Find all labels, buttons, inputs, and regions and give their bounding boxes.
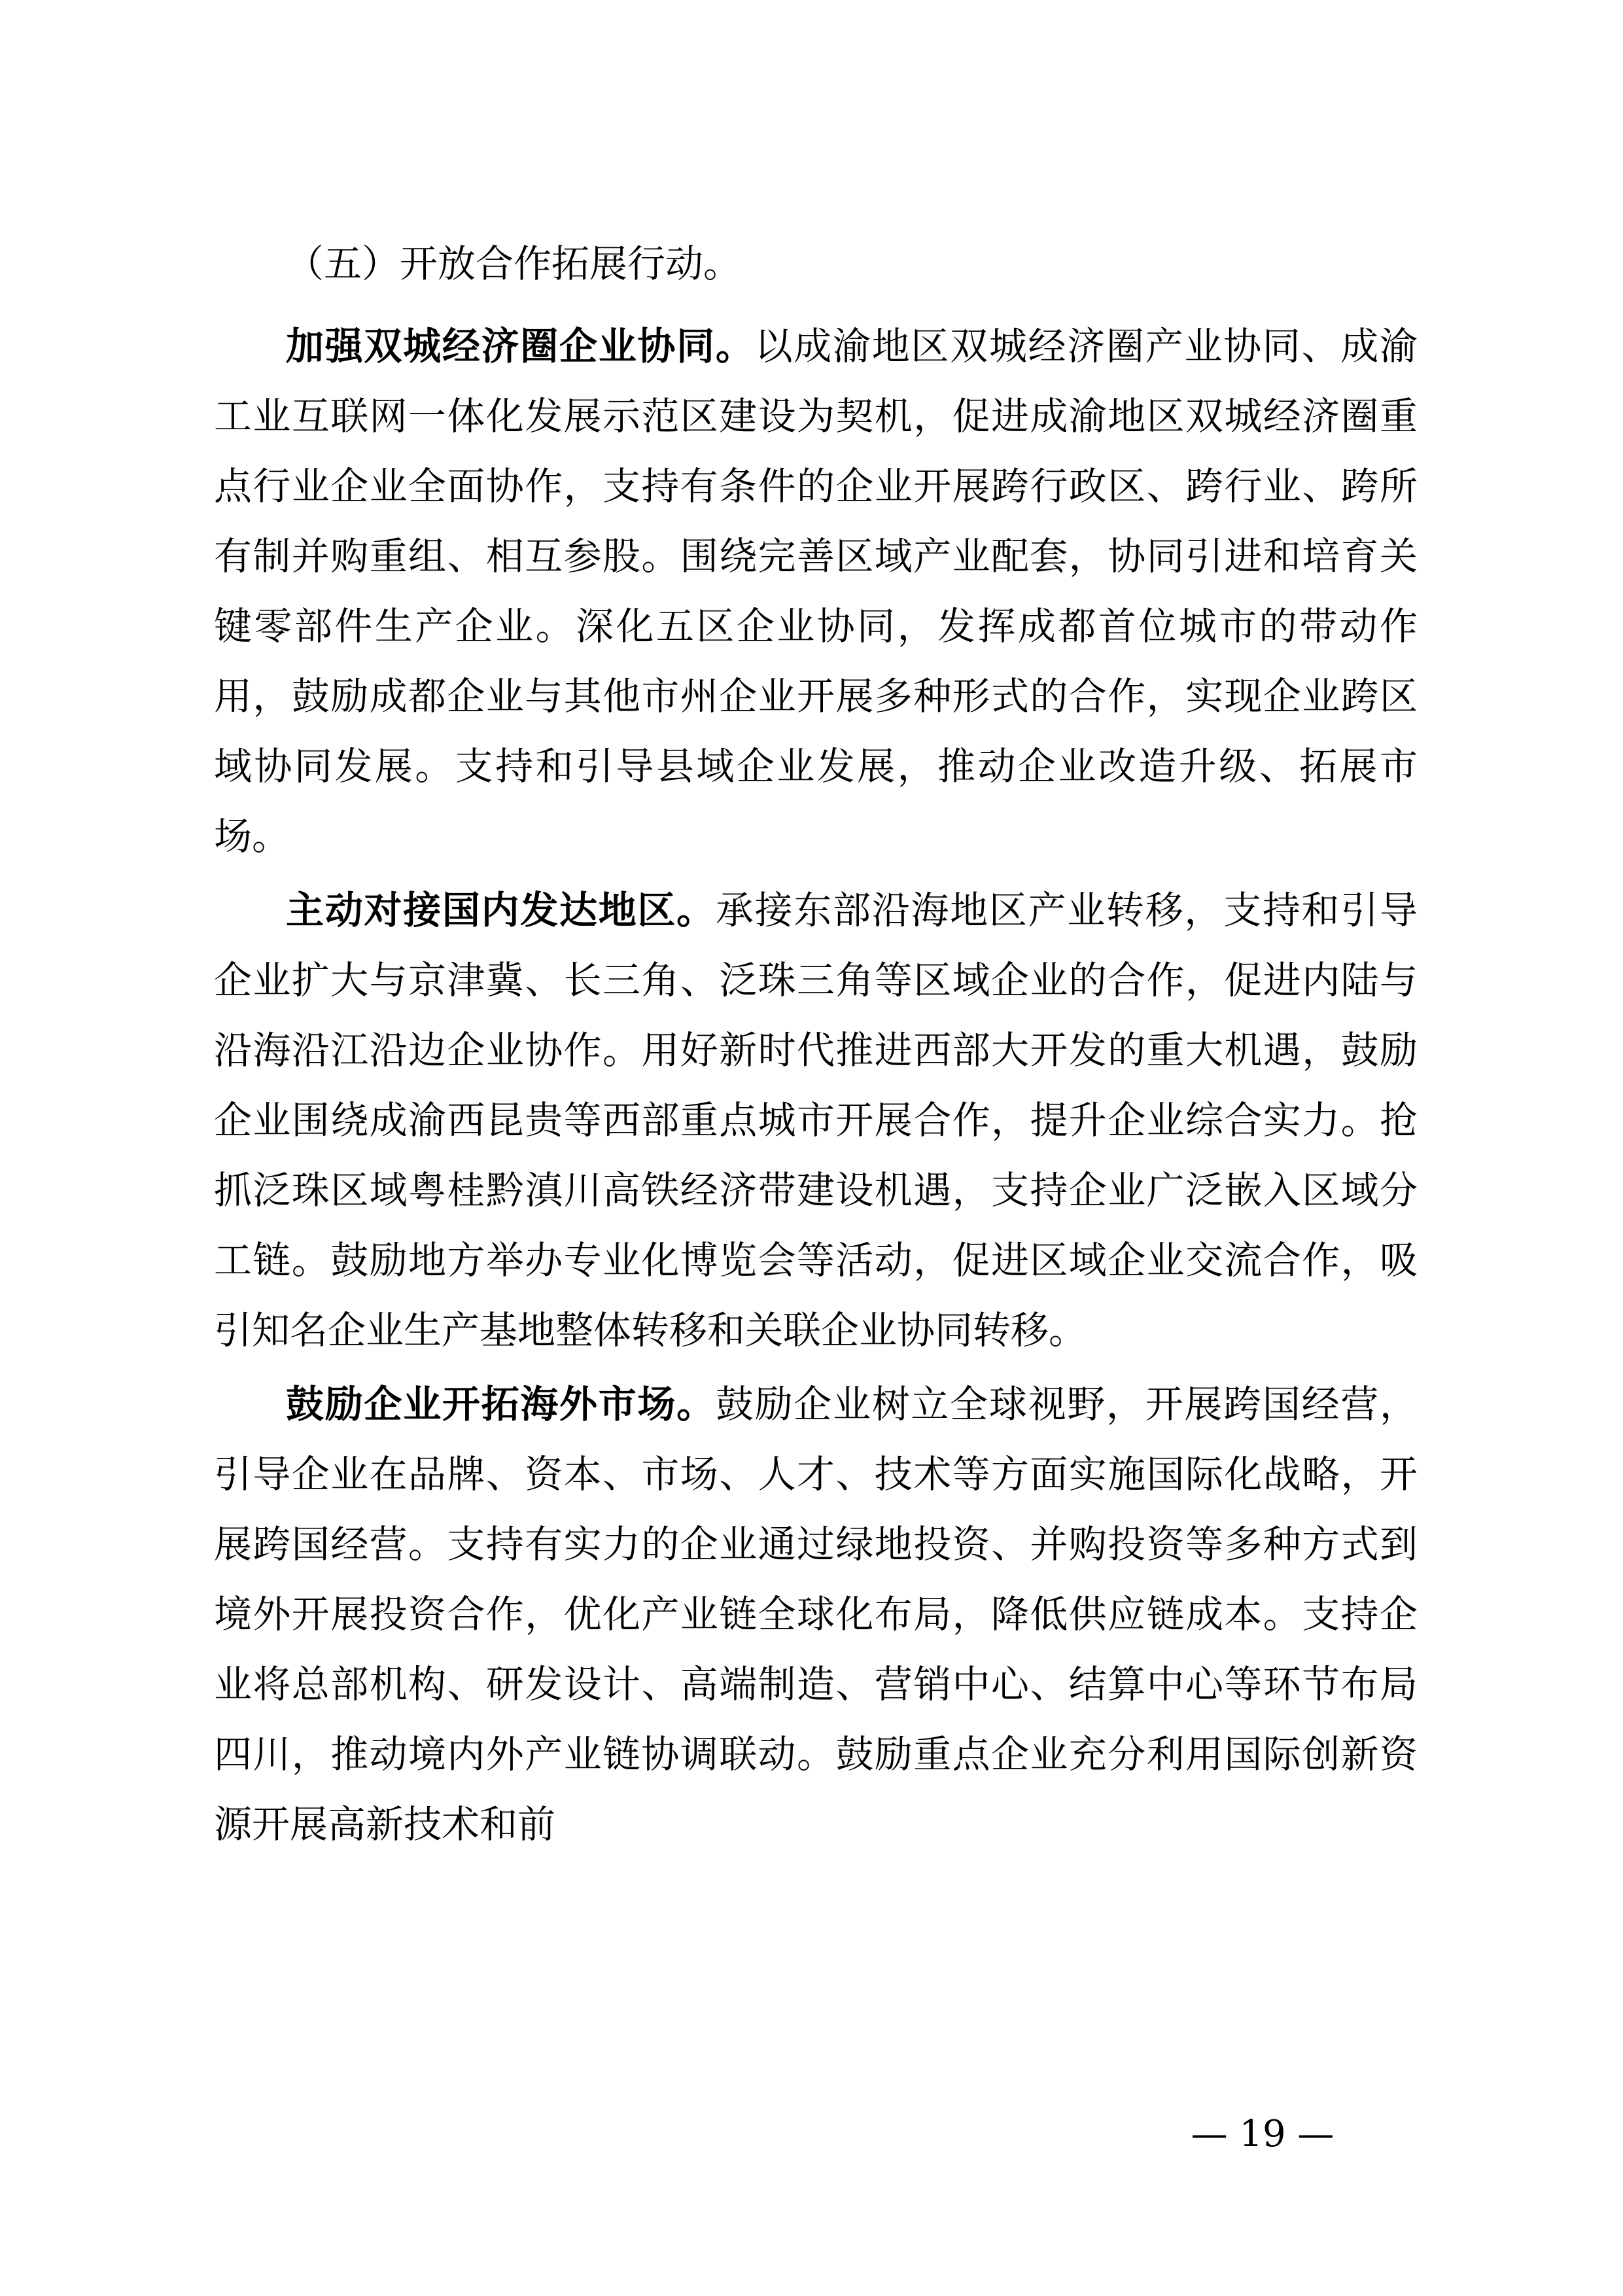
document-body	[214, 242, 1418, 1863]
paragraph-lead: 主动对接国内发达地区。	[286, 888, 716, 932]
paragraph-lead: 鼓励企业开拓海外市场。	[286, 1382, 716, 1426]
paragraph-body: 鼓励企业树立全球视野，开展跨国经营，引导企业在品牌、资本、市场、人才、技术等方面实施国际化战略，开展跨国经营。支持有实力的企业通过绿地投资、并购投资等多种方式到境外开展投资合作，优化产业链全球化布局，降低供应链成本。支持企业将总部机构、研发设计、高端制造、营销中心、结算中心等环节布局四川，推动境内外产业链协调联动。鼓励重点企业充分利用国际创新资源开展高新技术和前	[214, 1382, 1418, 1846]
paragraph-domestic-regions	[214, 875, 1418, 1366]
page-number: — 19 —	[1191, 2113, 1335, 2155]
paragraph-body: 承接东部沿海地区产业转移，支持和引导企业扩大与京津冀、长三角、泛珠三角等区域企业的合作，促进内陆与沿海沿江沿边企业协作。用好新时代推进西部大开发的重大机遇，鼓励企业围绕成渝西昆贵等西部重点城市开展合作，提升企业综合实力。抢抓泛珠区域粤桂黔滇川高铁经济带建设机遇，支持企业广泛嵌入区域分工链。鼓励地方举办专业化博览会等活动，促进区域企业交流合作，吸引知名企业生产基地整体转移和关联企业协同转移。	[214, 888, 1418, 1352]
paragraph-lead: 加强双城经济圈企业协同。	[286, 324, 755, 368]
paragraph-body: 以成渝地区双城经济圈产业协同、成渝工业互联网一体化发展示范区建设为契机，促进成渝地区双城经济圈重点行业企业全面协作，支持有条件的企业开展跨行政区、跨行业、跨所有制并购重组、相互参股。围绕完善区域产业配套，协同引进和培育关键零部件生产企业。深化五区企业协同，发挥成都首位城市的带动作用，鼓励成都企业与其他市州企业开展多种形式的合作，实现企业跨区域协同发展。支持和引导县域企业发展，推动企业改造升级、拓展市场。	[214, 324, 1418, 858]
paragraph-overseas-markets	[214, 1369, 1418, 1860]
paragraph-dual-city-cooperation	[214, 311, 1418, 872]
section-heading: （五）开放合作拓展行动。	[286, 241, 742, 286]
